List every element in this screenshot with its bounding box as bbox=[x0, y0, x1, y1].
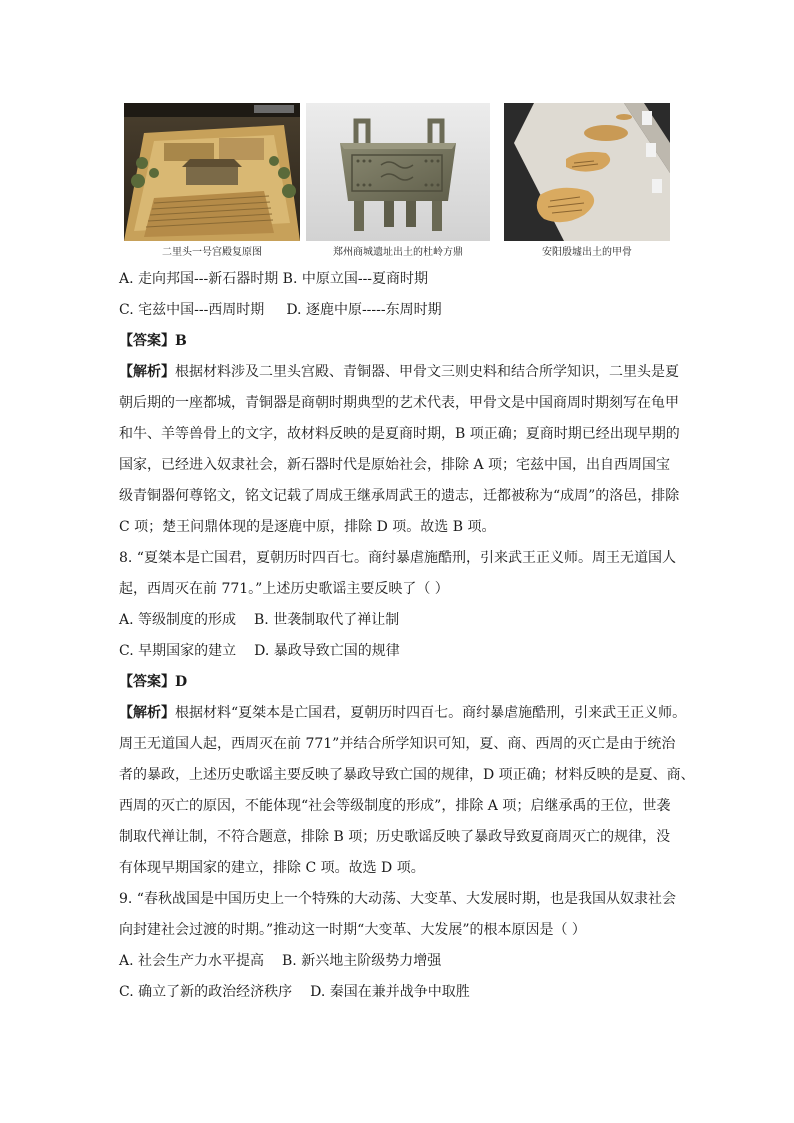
q7-analysis-line: 国家，已经进入奴隶社会，新石器时代是原始社会，排除 A 项；宅兹中国，出自西周国宝 bbox=[119, 457, 671, 473]
q7-option-c: C. 宅兹中国---西周时期 bbox=[119, 302, 265, 318]
q9-options-row-2 bbox=[119, 977, 679, 1008]
q8-option-b: B. 世袭制取代了禅让制 bbox=[254, 612, 400, 628]
q7-options-row-2 bbox=[119, 295, 679, 326]
figure-caption: 郑州商城遗址出土的杜岭方鼎 bbox=[333, 247, 463, 258]
q8-analysis-line: 有体现早期国家的建立，排除 C 项。故选 D 项。 bbox=[119, 860, 425, 876]
figure-caption: 二里头一号宫殿复原图 bbox=[162, 247, 262, 258]
figure-row bbox=[124, 103, 672, 259]
bronze-ding-image bbox=[306, 103, 490, 241]
oracle-bones-image bbox=[504, 103, 670, 241]
q9-option-b: B. 新兴地主阶级势力增强 bbox=[282, 953, 442, 969]
erlitou-palace-model-image bbox=[124, 103, 300, 241]
q7-analysis-label: 【解析】 bbox=[119, 364, 175, 380]
q8-options-row-2 bbox=[119, 636, 679, 667]
figure-caption: 安阳殷墟出土的甲骨 bbox=[542, 247, 632, 258]
q7-options-row-1: A. 走向邦国---新石器时期 B. 中原立国---夏商时期 bbox=[119, 271, 429, 287]
q8-option-d: D. 暴政导致亡国的规律 bbox=[254, 643, 400, 659]
question-7-block bbox=[119, 264, 695, 1008]
q7-analysis-line: 和牛、羊等兽骨上的文字，故材料反映的是夏商时期，B 项正确；夏商时期已经出现早期的 bbox=[119, 426, 680, 442]
q9-option-c: C. 确立了新的政治经济秩序 bbox=[119, 984, 293, 1000]
q7-answer: 【答案】B bbox=[119, 333, 187, 349]
q9-option-d: D. 秦国在兼并战争中取胜 bbox=[310, 984, 470, 1000]
q8-options-row-1 bbox=[119, 605, 679, 636]
q7-analysis-line: C 项；楚王问鼎体现的是逐鹿中原，排除 D 项。故选 B 项。 bbox=[119, 519, 496, 535]
q8-option-c: C. 早期国家的建立 bbox=[119, 643, 237, 659]
q7-analysis-line: 【解析】根据材料涉及二里头宫殿、青铜器、甲骨文三则史料和结合所学知识，二里头是夏 bbox=[119, 364, 679, 380]
q8-analysis-line: 制取代禅让制，不符合题意，排除 B 项；历史歌谣反映了暴政导致夏商周灭亡的规律，没 bbox=[119, 829, 671, 845]
q8-stem-line: 起，西周灭在前 771。”上述历史歌谣主要反映了（ ） bbox=[119, 581, 449, 597]
q9-options-row-1 bbox=[119, 946, 679, 977]
q7-analysis-line: 级青铜器何尊铭文，铭文记载了周成王继承周武王的遗志，迁都被称为“成周”的洛邑，排除 bbox=[119, 488, 680, 504]
q9-stem-line: 向封建社会过渡的时期。”推动这一时期“大变革、大发展”的根本原因是（ ） bbox=[119, 922, 586, 938]
q8-stem-line: 8. “夏桀本是亡国君，夏朝历时四百七。商纣暴虐施酷刑，引来武王正义师。周王无道国人 bbox=[119, 550, 676, 566]
q8-analysis-label: 【解析】 bbox=[119, 705, 175, 721]
q9-stem-line: 9. “春秋战国是中国历史上一个特殊的大动荡、大变革、大发展时期，也是我国从奴隶社会 bbox=[119, 891, 676, 907]
q8-answer: 【答案】D bbox=[119, 674, 188, 690]
q8-analysis-line: 【解析】根据材料“夏桀本是亡国君，夏朝历时四百七。商纣暴虐施酷刑，引来武王正义师。 bbox=[119, 705, 687, 721]
q9-option-a: A. 社会生产力水平提高 bbox=[119, 953, 265, 969]
q8-option-a: A. 等级制度的形成 bbox=[119, 612, 237, 628]
q7-analysis-line: 朝后期的一座都城，青铜器是商朝时期典型的艺术代表，甲骨文是中国商周时期刻写在龟甲 bbox=[119, 395, 679, 411]
q7-option-d: D. 逐鹿中原-----东周时期 bbox=[286, 302, 442, 318]
q8-analysis-line: 者的暴政，上述历史歌谣主要反映了暴政导致亡国的规律，D 项正确；材料反映的是夏、商、 bbox=[119, 767, 695, 783]
q8-analysis-line: 周王无道国人起，西周灭在前 771”并结合所学知识可知，夏、商、西周的灭亡是由于统治 bbox=[119, 736, 676, 752]
q8-analysis-line: 西周的灭亡的原因，不能体现“社会等级制度的形成”，排除 A 项；启继承禹的王位，世袭 bbox=[119, 798, 671, 814]
